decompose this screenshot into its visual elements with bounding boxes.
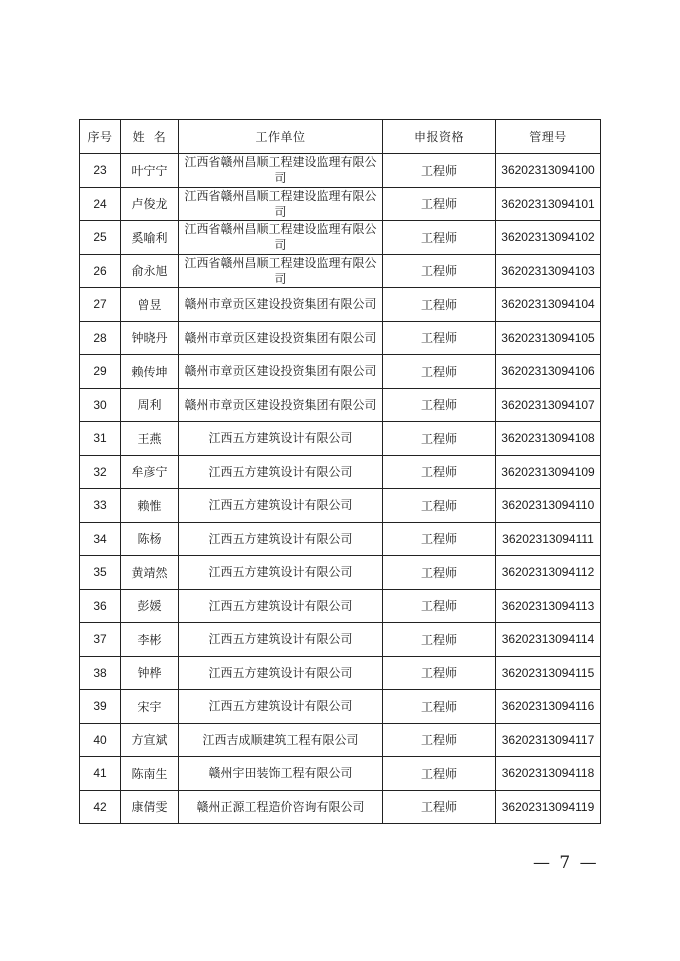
row-name: 俞永旭: [121, 254, 179, 288]
row-unit: 赣州宇田装饰工程有限公司: [179, 757, 383, 791]
table-row: [80, 489, 601, 523]
table-row: [80, 556, 601, 590]
row-name: 李彬: [121, 623, 179, 657]
header-qualification: 申报资格: [383, 120, 496, 154]
row-qualification: 工程师: [383, 455, 496, 489]
row-mgmt-no: 36202313094108: [496, 422, 601, 456]
row-name: 宋宇: [121, 690, 179, 724]
row-mgmt-no: 36202313094117: [496, 723, 601, 757]
table-row: [80, 589, 601, 623]
row-name: 卢俊龙: [121, 187, 179, 221]
row-index: 33: [80, 489, 121, 523]
row-unit: 江西吉成顺建筑工程有限公司: [179, 723, 383, 757]
table-row: [80, 154, 601, 188]
row-qualification: 工程师: [383, 790, 496, 824]
row-index: 28: [80, 321, 121, 355]
row-name: 王燕: [121, 422, 179, 456]
header-unit: 工作单位: [179, 120, 383, 154]
row-unit: 赣州市章贡区建设投资集团有限公司: [179, 388, 383, 422]
roster-table: [79, 119, 601, 824]
row-index: 40: [80, 723, 121, 757]
row-qualification: 工程师: [383, 757, 496, 791]
row-mgmt-no: 36202313094100: [496, 154, 601, 188]
row-index: 24: [80, 187, 121, 221]
row-name: 周利: [121, 388, 179, 422]
row-name: 陈南生: [121, 757, 179, 791]
row-index: 23: [80, 154, 121, 188]
row-mgmt-no: 36202313094114: [496, 623, 601, 657]
table-row: [80, 656, 601, 690]
row-index: 42: [80, 790, 121, 824]
row-mgmt-no: 36202313094118: [496, 757, 601, 791]
row-unit: 赣州市章贡区建设投资集团有限公司: [179, 321, 383, 355]
row-unit: 江西五方建筑设计有限公司: [179, 690, 383, 724]
table-row: [80, 355, 601, 389]
table-row: [80, 288, 601, 322]
row-name: 钟晓丹: [121, 321, 179, 355]
row-index: 36: [80, 589, 121, 623]
row-unit: 江西五方建筑设计有限公司: [179, 623, 383, 657]
row-mgmt-no: 36202313094107: [496, 388, 601, 422]
row-qualification: 工程师: [383, 522, 496, 556]
row-qualification: 工程师: [383, 187, 496, 221]
row-name: 陈杨: [121, 522, 179, 556]
row-mgmt-no: 36202313094104: [496, 288, 601, 322]
table-row: [80, 422, 601, 456]
row-mgmt-no: 36202313094106: [496, 355, 601, 389]
row-qualification: 工程师: [383, 589, 496, 623]
row-unit: 江西五方建筑设计有限公司: [179, 489, 383, 523]
row-qualification: 工程师: [383, 422, 496, 456]
row-index: 26: [80, 254, 121, 288]
row-qualification: 工程师: [383, 355, 496, 389]
row-mgmt-no: 36202313094113: [496, 589, 601, 623]
row-mgmt-no: 36202313094102: [496, 221, 601, 255]
row-qualification: 工程师: [383, 556, 496, 590]
row-unit: 赣州正源工程造价咨询有限公司: [179, 790, 383, 824]
table-row: [80, 187, 601, 221]
row-mgmt-no: 36202313094112: [496, 556, 601, 590]
row-index: 30: [80, 388, 121, 422]
row-index: 37: [80, 623, 121, 657]
table-row: [80, 221, 601, 255]
table-row: [80, 388, 601, 422]
row-unit: 江西省赣州昌顺工程建设监理有限公司: [179, 221, 383, 255]
row-index: 35: [80, 556, 121, 590]
row-mgmt-no: 36202313094119: [496, 790, 601, 824]
row-unit: 江西省赣州昌顺工程建设监理有限公司: [179, 254, 383, 288]
table-row: [80, 690, 601, 724]
row-mgmt-no: 36202313094115: [496, 656, 601, 690]
row-mgmt-no: 36202313094105: [496, 321, 601, 355]
row-index: 27: [80, 288, 121, 322]
row-unit: 江西五方建筑设计有限公司: [179, 455, 383, 489]
row-name: 奚喻利: [121, 221, 179, 255]
row-name: 叶宁宁: [121, 154, 179, 188]
row-index: 29: [80, 355, 121, 389]
row-name: 曾昱: [121, 288, 179, 322]
page-number: — 7 —: [533, 853, 599, 873]
row-unit: 赣州市章贡区建设投资集团有限公司: [179, 288, 383, 322]
row-index: 41: [80, 757, 121, 791]
row-unit: 江西五方建筑设计有限公司: [179, 422, 383, 456]
row-name: 赖传坤: [121, 355, 179, 389]
table-row: [80, 723, 601, 757]
row-name: 赖惟: [121, 489, 179, 523]
row-qualification: 工程师: [383, 489, 496, 523]
row-qualification: 工程师: [383, 221, 496, 255]
row-unit: 江西省赣州昌顺工程建设监理有限公司: [179, 154, 383, 188]
table-row: [80, 522, 601, 556]
table-header-row: [80, 120, 601, 154]
row-mgmt-no: 36202313094111: [496, 522, 601, 556]
table-row: [80, 623, 601, 657]
header-name: 姓 名: [121, 120, 179, 154]
row-qualification: 工程师: [383, 656, 496, 690]
row-index: 39: [80, 690, 121, 724]
row-qualification: 工程师: [383, 388, 496, 422]
table-row: [80, 455, 601, 489]
row-qualification: 工程师: [383, 288, 496, 322]
row-name: 黄靖然: [121, 556, 179, 590]
row-unit: 江西省赣州昌顺工程建设监理有限公司: [179, 187, 383, 221]
row-unit: 江西五方建筑设计有限公司: [179, 522, 383, 556]
row-name: 牟彦宁: [121, 455, 179, 489]
row-name: 康倩雯: [121, 790, 179, 824]
row-mgmt-no: 36202313094109: [496, 455, 601, 489]
row-mgmt-no: 36202313094101: [496, 187, 601, 221]
table-row: [80, 321, 601, 355]
row-qualification: 工程师: [383, 623, 496, 657]
row-mgmt-no: 36202313094116: [496, 690, 601, 724]
row-index: 38: [80, 656, 121, 690]
header-mgmt-no: 管理号: [496, 120, 601, 154]
table-body: [80, 154, 601, 824]
row-mgmt-no: 36202313094110: [496, 489, 601, 523]
row-index: 25: [80, 221, 121, 255]
row-unit: 江西五方建筑设计有限公司: [179, 656, 383, 690]
row-name: 彭媛: [121, 589, 179, 623]
row-index: 32: [80, 455, 121, 489]
row-unit: 赣州市章贡区建设投资集团有限公司: [179, 355, 383, 389]
row-qualification: 工程师: [383, 321, 496, 355]
row-qualification: 工程师: [383, 690, 496, 724]
row-name: 钟桦: [121, 656, 179, 690]
row-qualification: 工程师: [383, 723, 496, 757]
table-row: [80, 757, 601, 791]
row-name: 方宣斌: [121, 723, 179, 757]
row-unit: 江西五方建筑设计有限公司: [179, 589, 383, 623]
table-row: [80, 254, 601, 288]
row-index: 31: [80, 422, 121, 456]
row-unit: 江西五方建筑设计有限公司: [179, 556, 383, 590]
row-qualification: 工程师: [383, 154, 496, 188]
table-row: [80, 790, 601, 824]
row-qualification: 工程师: [383, 254, 496, 288]
row-index: 34: [80, 522, 121, 556]
header-index: 序号: [80, 120, 121, 154]
row-mgmt-no: 36202313094103: [496, 254, 601, 288]
